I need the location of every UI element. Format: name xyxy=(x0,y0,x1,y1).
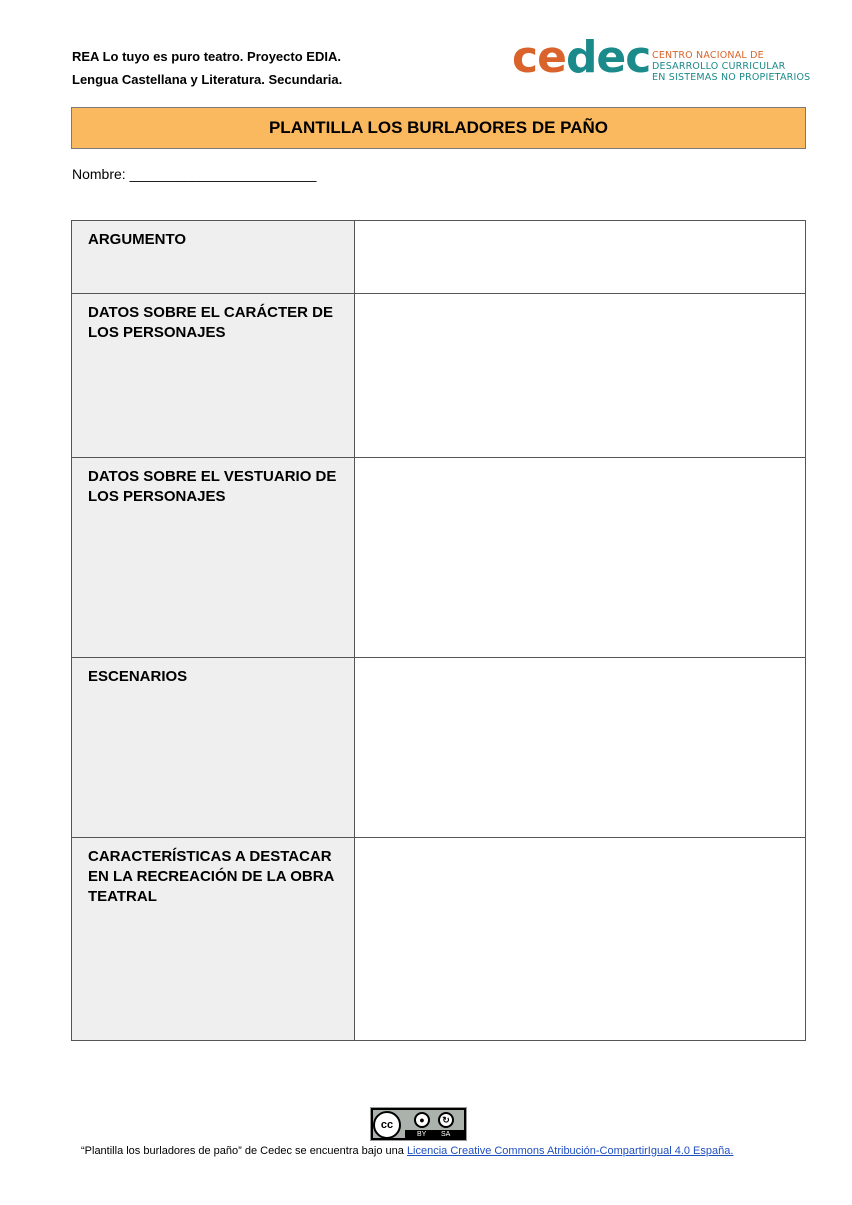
table-row xyxy=(72,458,806,658)
row-answer-cell[interactable] xyxy=(355,458,806,658)
table-row xyxy=(72,838,806,1041)
share-alike-icon: ↻ xyxy=(438,1112,454,1128)
name-field[interactable]: Nombre: ________________________ xyxy=(72,166,317,182)
row-label: DATOS SOBRE EL VESTUARIO DE LOS PERSONAJES xyxy=(72,458,355,658)
cc-icon: cc xyxy=(373,1111,401,1139)
cedec-logo xyxy=(512,32,812,88)
page-title: PLANTILLA LOS BURLADORES DE PAÑO xyxy=(71,107,806,149)
badge-sa-label: SA xyxy=(441,1131,451,1138)
cc-by-sa-badge[interactable] xyxy=(370,1107,467,1141)
row-label: ESCENARIOS xyxy=(72,658,355,838)
table-row xyxy=(72,221,806,294)
logo-sub-line: CENTRO NACIONAL DE xyxy=(652,50,764,61)
template-table xyxy=(71,220,806,1041)
row-answer-cell[interactable] xyxy=(355,838,806,1041)
logo-subtitle xyxy=(652,50,810,83)
header-subject-line: Lengua Castellana y Literatura. Secundaria. xyxy=(72,72,343,87)
attribution-person-icon: ● xyxy=(414,1112,430,1128)
row-label: ARGUMENTO xyxy=(72,221,355,294)
row-answer-cell[interactable] xyxy=(355,294,806,458)
table-row xyxy=(72,658,806,838)
logo-word-orange: ce xyxy=(512,32,566,83)
row-label: CARACTERÍSTICAS A DESTACAR EN LA RECREACIÓN DE LA OBRA TEATRAL xyxy=(72,838,355,1041)
header-project-line: REA Lo tuyo es puro teatro. Proyecto EDIA. xyxy=(72,49,341,64)
table-row xyxy=(72,294,806,458)
row-answer-cell[interactable] xyxy=(355,658,806,838)
logo-sub-line: DESARROLLO CURRICULAR xyxy=(652,61,786,72)
footer-text: “Plantilla los burladores de paño” de Cedec se encuentra bajo una xyxy=(81,1145,407,1157)
badge-strip xyxy=(405,1130,466,1140)
badge-by-label: BY xyxy=(417,1131,427,1138)
row-label: DATOS SOBRE EL CARÁCTER DE LOS PERSONAJES xyxy=(72,294,355,458)
logo-word-teal: dec xyxy=(565,32,651,83)
logo-sub-line: EN SISTEMAS NO PROPIETARIOS xyxy=(652,72,811,83)
license-link[interactable]: Licencia Creative Commons Atribución-CompartirIgual 4.0 España. xyxy=(406,1145,734,1157)
logo-wordmark xyxy=(512,30,650,86)
license-footer xyxy=(81,1145,733,1157)
row-answer-cell[interactable] xyxy=(355,221,806,294)
